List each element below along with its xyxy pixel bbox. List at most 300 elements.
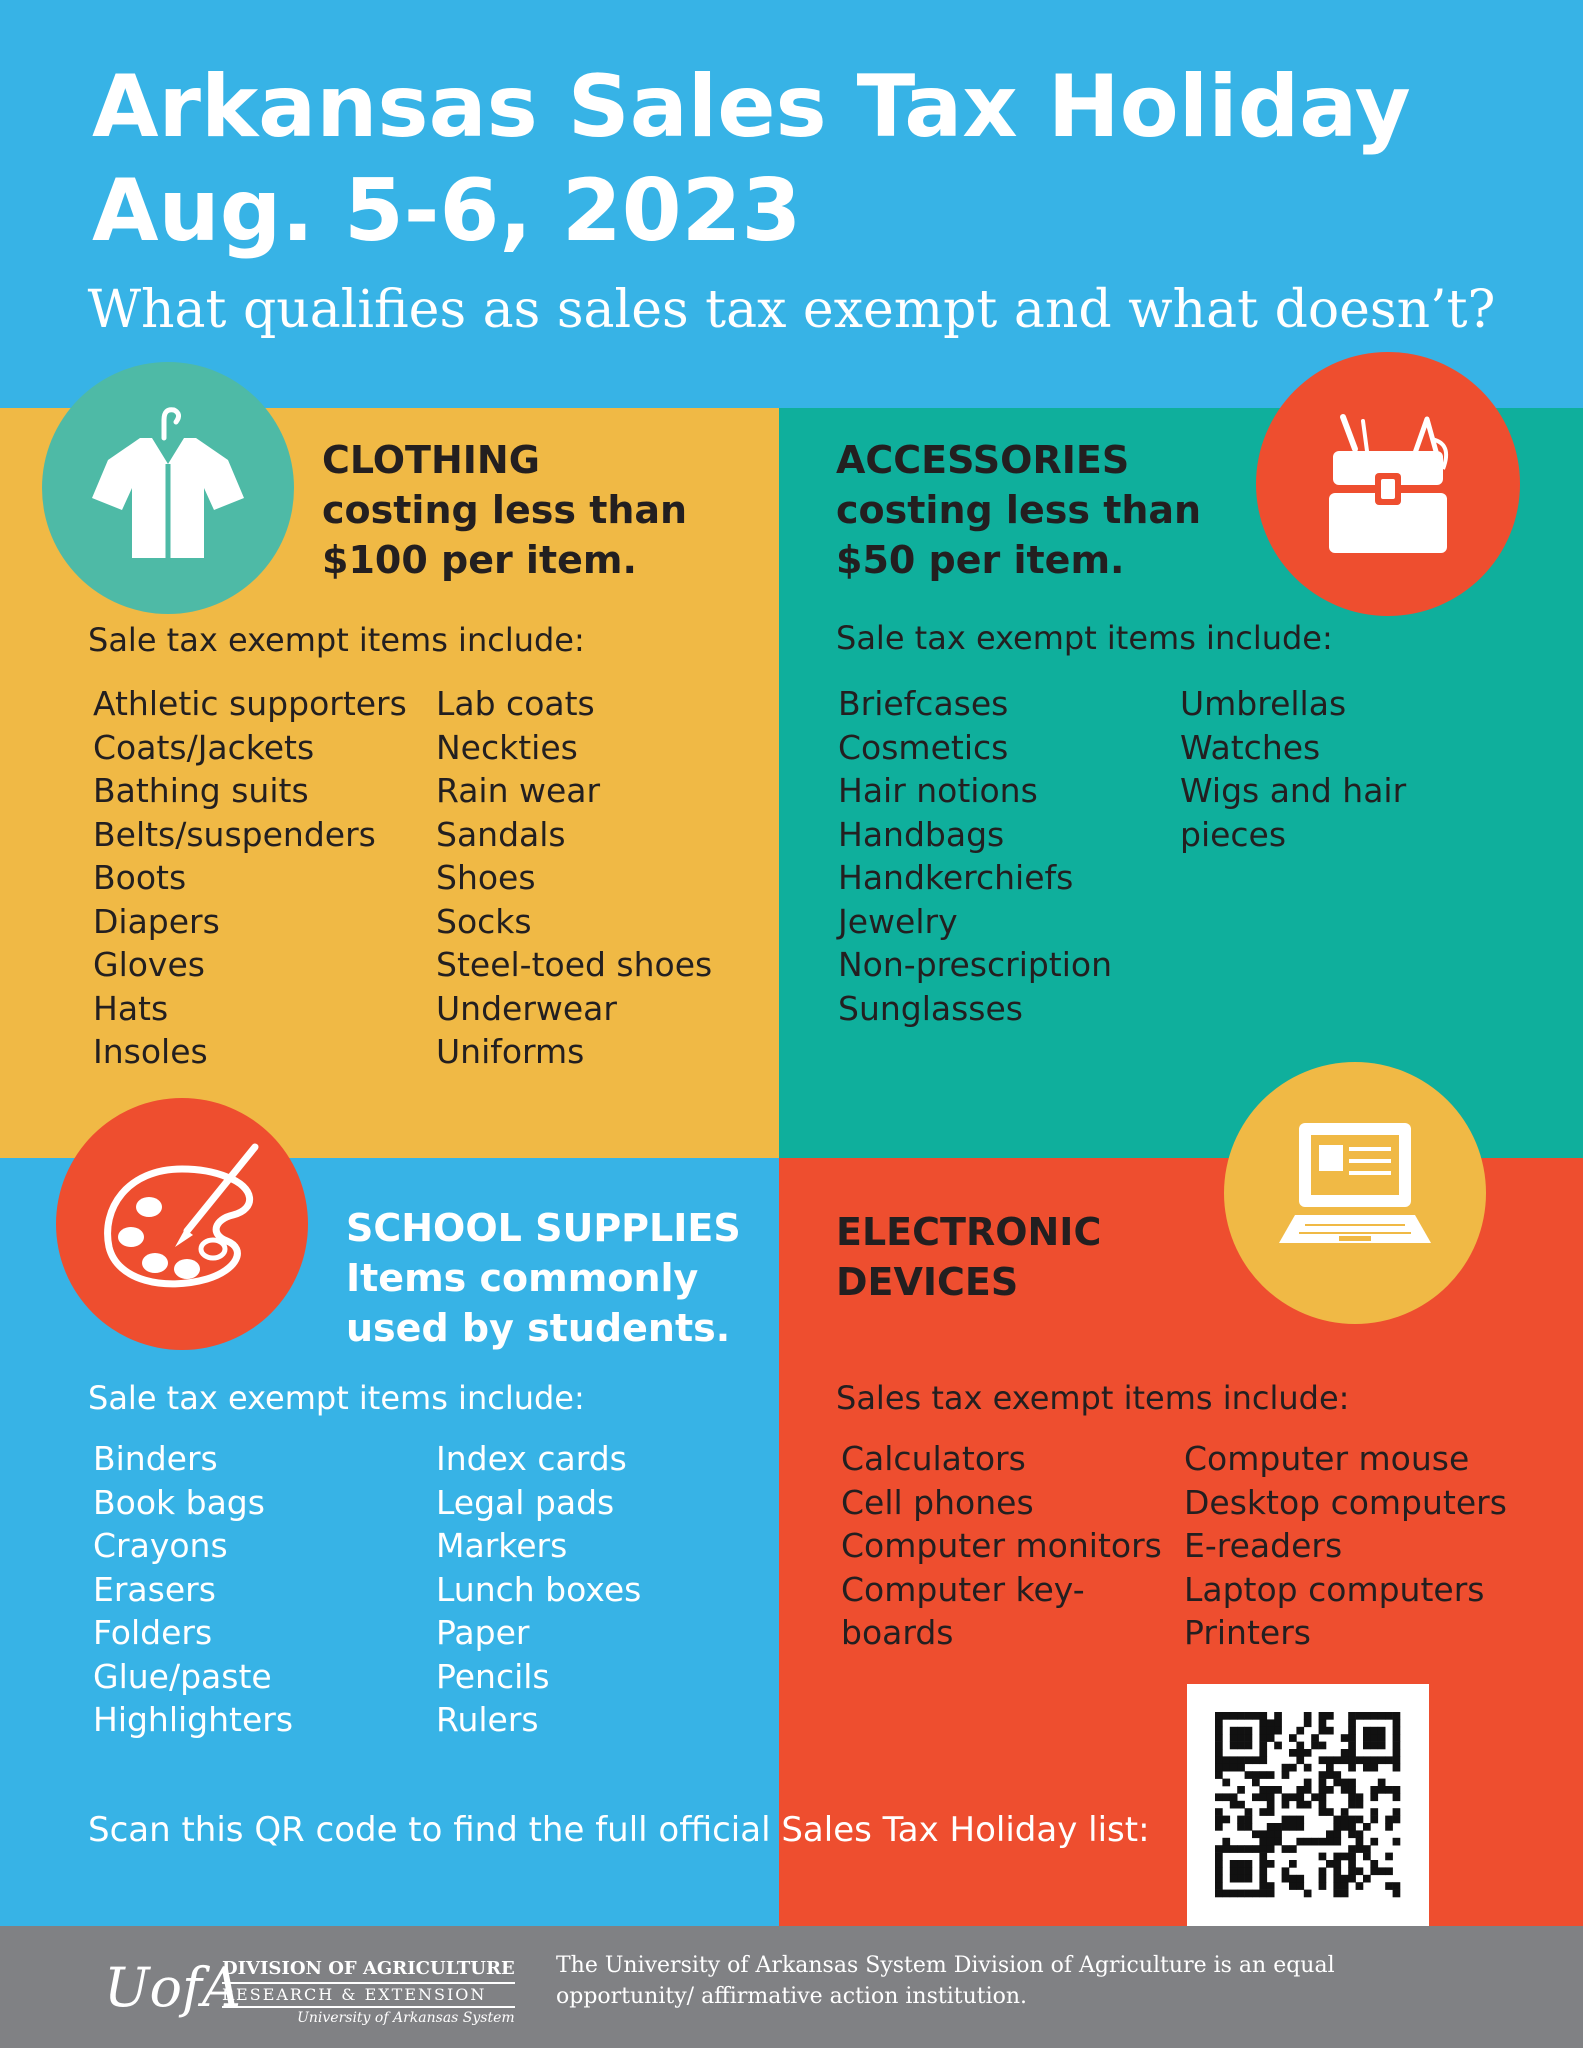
qr-module: [1319, 1793, 1327, 1801]
qr-module: [1348, 1727, 1356, 1735]
qr-module: [1267, 1882, 1275, 1890]
list-item: Index cards: [436, 1439, 627, 1478]
qr-module: [1215, 1756, 1223, 1764]
qr-module: [1252, 1890, 1260, 1898]
qr-module: [1259, 1867, 1267, 1875]
qr-code-icon[interactable]: [1187, 1684, 1429, 1926]
qr-module: [1326, 1838, 1334, 1846]
qr-module: [1341, 1756, 1349, 1764]
qr-module: [1319, 1867, 1327, 1875]
qr-module: [1289, 1734, 1297, 1742]
qr-module: [1230, 1875, 1238, 1883]
school-heading-line: SCHOOL SUPPLIES: [346, 1206, 741, 1250]
list-item: Pencils: [436, 1656, 550, 1696]
qr-module: [1215, 1816, 1223, 1824]
qr-module: [1289, 1816, 1297, 1824]
qr-module: [1319, 1808, 1327, 1816]
qr-module: [1333, 1771, 1341, 1779]
qr-module: [1363, 1875, 1371, 1883]
qr-module: [1319, 1712, 1327, 1720]
qr-module: [1378, 1779, 1386, 1787]
qr-module: [1259, 1808, 1267, 1816]
qr-module: [1245, 1867, 1253, 1875]
qr-module: [1274, 1786, 1282, 1794]
list-item: Underwear: [436, 988, 617, 1028]
qr-module: [1393, 1734, 1401, 1742]
qr-module: [1348, 1749, 1356, 1757]
qr-module: [1378, 1867, 1386, 1875]
qr-module: [1304, 1801, 1312, 1809]
qr-module: [1333, 1875, 1341, 1883]
list-item: Diapers: [93, 901, 220, 941]
title-line-1: Arkansas Sales Tax Holiday: [92, 57, 1411, 157]
list-item: Boots: [93, 858, 187, 897]
qr-module: [1230, 1801, 1238, 1809]
qr-module: [1363, 1727, 1371, 1735]
list-item: Cell phones: [841, 1482, 1034, 1522]
accessories-heading-line: $50 per item.: [836, 538, 1125, 582]
qr-module: [1341, 1816, 1349, 1824]
list-item: boards: [841, 1613, 954, 1652]
qr-module: [1267, 1890, 1275, 1898]
qr-module: [1356, 1756, 1364, 1764]
qr-module: [1267, 1771, 1275, 1779]
qr-module: [1370, 1860, 1378, 1868]
qr-module: [1289, 1882, 1297, 1890]
qr-module: [1259, 1890, 1267, 1898]
qr-module: [1230, 1890, 1238, 1898]
qr-module: [1393, 1890, 1401, 1898]
qr-module: [1215, 1749, 1223, 1757]
qr-module: [1222, 1816, 1230, 1824]
qr-module: [1393, 1786, 1401, 1794]
qr-module: [1363, 1756, 1371, 1764]
qr-module: [1237, 1742, 1245, 1750]
list-item: Neckties: [436, 727, 578, 767]
qr-module: [1237, 1860, 1245, 1868]
electronics-heading-line: DEVICES: [836, 1260, 1019, 1304]
qr-module: [1245, 1756, 1253, 1764]
qr-module: [1304, 1719, 1312, 1727]
list-item: Markers: [436, 1526, 568, 1565]
qr-module: [1237, 1712, 1245, 1720]
qr-module: [1245, 1845, 1253, 1853]
qr-module: [1267, 1793, 1275, 1801]
qr-module: [1245, 1816, 1253, 1824]
laptop-icon: [1224, 1062, 1486, 1324]
qr-module: [1282, 1764, 1290, 1772]
qr-module: [1259, 1882, 1267, 1890]
qr-module: [1311, 1793, 1319, 1801]
qr-module: [1356, 1867, 1364, 1875]
qr-module: [1215, 1719, 1223, 1727]
qr-module: [1296, 1727, 1304, 1735]
qr-module: [1259, 1756, 1267, 1764]
qr-module: [1385, 1882, 1393, 1890]
qr-module: [1222, 1793, 1230, 1801]
qr-module: [1326, 1771, 1334, 1779]
qr-module: [1252, 1845, 1260, 1853]
list-item: Briefcases: [838, 684, 1009, 723]
clothing-intro: Sale tax exempt items include:: [88, 621, 585, 659]
qr-module: [1259, 1771, 1267, 1779]
qr-module: [1230, 1860, 1238, 1868]
qr-module: [1333, 1756, 1341, 1764]
list-item: Computer key-: [841, 1569, 1085, 1609]
qr-module: [1393, 1838, 1401, 1846]
qr-module: [1215, 1882, 1223, 1890]
qr-module: [1296, 1793, 1304, 1801]
qr-module: [1267, 1808, 1275, 1816]
qr-module: [1326, 1860, 1334, 1868]
list-item: E-readers: [1184, 1526, 1343, 1565]
qr-module: [1348, 1853, 1356, 1861]
list-item: pieces: [1180, 814, 1287, 854]
list-item: Book bags: [93, 1482, 265, 1522]
qr-module: [1274, 1823, 1282, 1831]
qr-module: [1348, 1801, 1356, 1809]
qr-module: [1230, 1712, 1238, 1720]
qr-module: [1385, 1816, 1393, 1824]
qr-module: [1215, 1823, 1223, 1831]
qr-module: [1370, 1786, 1378, 1794]
equal-opportunity-statement: The University of Arkansas System Division of Agriculture is an equal opportunity/ affirmative action institution.: [556, 1953, 1335, 2009]
qr-module: [1319, 1838, 1327, 1846]
list-item: Uniforms: [436, 1032, 585, 1071]
qr-module: [1252, 1756, 1260, 1764]
qr-module: [1341, 1808, 1349, 1816]
qr-module: [1341, 1853, 1349, 1861]
school-supplies-heading: [346, 1203, 741, 1353]
qr-module: [1348, 1779, 1356, 1787]
qr-module: [1245, 1860, 1253, 1868]
list-item: Glue/paste: [93, 1656, 272, 1696]
qr-module: [1333, 1867, 1341, 1875]
qr-module: [1274, 1742, 1282, 1750]
qr-module: [1237, 1875, 1245, 1883]
qr-module: [1215, 1771, 1223, 1779]
qr-module: [1245, 1712, 1253, 1720]
accessories-heading-line: ACCESSORIES: [836, 438, 1130, 482]
qr-module: [1222, 1890, 1230, 1898]
qr-module: [1348, 1734, 1356, 1742]
qr-module: [1311, 1838, 1319, 1846]
school-heading-line: used by students.: [346, 1306, 731, 1350]
qr-module: [1259, 1712, 1267, 1720]
qr-module: [1289, 1793, 1297, 1801]
qr-module: [1289, 1860, 1297, 1868]
qr-module: [1326, 1830, 1334, 1838]
qr-module: [1326, 1764, 1334, 1772]
qr-module: [1319, 1756, 1327, 1764]
qr-module: [1393, 1764, 1401, 1772]
qr-module: [1267, 1830, 1275, 1838]
qr-module: [1282, 1845, 1290, 1853]
qr-module: [1267, 1719, 1275, 1727]
qr-module: [1267, 1860, 1275, 1868]
list-item: Hair notions: [838, 771, 1038, 810]
qr-module: [1245, 1808, 1253, 1816]
qr-module: [1319, 1882, 1327, 1890]
list-item: Folders: [93, 1613, 213, 1652]
qr-module: [1356, 1838, 1364, 1846]
qr-module: [1289, 1875, 1297, 1883]
qr-module: [1274, 1712, 1282, 1720]
qr-module: [1230, 1764, 1238, 1772]
list-item: Legal pads: [436, 1482, 615, 1522]
qr-module: [1296, 1742, 1304, 1750]
list-item: Shoes: [436, 858, 536, 897]
qr-module: [1245, 1771, 1253, 1779]
qr-module: [1348, 1756, 1356, 1764]
qr-module: [1378, 1712, 1386, 1720]
list-item: Non-prescription: [838, 945, 1113, 984]
qr-module: [1341, 1875, 1349, 1883]
qr-module: [1282, 1816, 1290, 1824]
qr-module: [1393, 1756, 1401, 1764]
qr-module: [1267, 1734, 1275, 1742]
qr-module: [1356, 1712, 1364, 1720]
list-item: Athletic supporters: [93, 684, 407, 723]
list-item: Umbrellas: [1180, 684, 1347, 723]
list-item: Handbags: [838, 814, 1005, 854]
qr-module: [1296, 1756, 1304, 1764]
qr-module: [1385, 1867, 1393, 1875]
qr-module: [1333, 1830, 1341, 1838]
qr-module: [1267, 1801, 1275, 1809]
qr-module: [1245, 1823, 1253, 1831]
qr-module: [1370, 1734, 1378, 1742]
list-item: Jewelry: [838, 901, 958, 941]
qr-module: [1259, 1793, 1267, 1801]
qr-module: [1348, 1816, 1356, 1824]
qr-module: [1259, 1742, 1267, 1750]
qr-module: [1319, 1853, 1327, 1861]
qr-module: [1326, 1808, 1334, 1816]
qr-module: [1370, 1727, 1378, 1735]
list-item: Watches: [1180, 727, 1321, 767]
qr-module: [1393, 1727, 1401, 1735]
list-item: Desktop computers: [1184, 1482, 1507, 1522]
qr-module: [1319, 1719, 1327, 1727]
qr-module: [1348, 1786, 1356, 1794]
qr-module: [1393, 1749, 1401, 1757]
qr-module: [1341, 1786, 1349, 1794]
qr-module: [1296, 1749, 1304, 1757]
qr-module: [1259, 1749, 1267, 1757]
qr-module: [1289, 1749, 1297, 1757]
shirt-icon: [42, 362, 294, 614]
briefcase-icon: [1256, 352, 1520, 616]
qr-module: [1245, 1742, 1253, 1750]
qr-module: [1393, 1793, 1401, 1801]
qr-module: [1289, 1764, 1297, 1772]
qr-module: [1333, 1882, 1341, 1890]
qr-module: [1252, 1793, 1260, 1801]
qr-module: [1326, 1756, 1334, 1764]
list-item: Paper: [436, 1613, 530, 1652]
list-item: Lunch boxes: [436, 1569, 642, 1609]
qr-module: [1385, 1756, 1393, 1764]
clothing-heading-line: CLOTHING: [322, 438, 540, 482]
qr-module: [1363, 1764, 1371, 1772]
qr-module: [1333, 1816, 1341, 1824]
qr-module: [1319, 1727, 1327, 1735]
qr-module: [1304, 1838, 1312, 1846]
qr-module: [1230, 1742, 1238, 1750]
qr-module: [1245, 1875, 1253, 1883]
qr-module: [1259, 1845, 1267, 1853]
qr-module: [1304, 1779, 1312, 1787]
qr-module: [1333, 1890, 1341, 1898]
qr-module: [1319, 1801, 1327, 1809]
qr-instruction: Scan this QR code to find the full official Sales Tax Holiday list:: [88, 1810, 1150, 1850]
qr-module: [1333, 1779, 1341, 1787]
qr-module: [1267, 1727, 1275, 1735]
qr-module: [1378, 1786, 1386, 1794]
qr-module: [1348, 1742, 1356, 1750]
qr-module: [1385, 1853, 1393, 1861]
qr-module: [1356, 1801, 1364, 1809]
qr-module: [1333, 1853, 1341, 1861]
qr-module: [1259, 1853, 1267, 1861]
qr-module: [1304, 1786, 1312, 1794]
qr-module: [1237, 1890, 1245, 1898]
qr-module: [1356, 1830, 1364, 1838]
list-item: Handkerchiefs: [838, 858, 1074, 897]
list-item: Computer monitors: [841, 1526, 1162, 1565]
qr-module: [1370, 1793, 1378, 1801]
qr-module: [1341, 1779, 1349, 1787]
qr-module: [1393, 1742, 1401, 1750]
accessories-list-col2: [1180, 682, 1406, 856]
page-subtitle: What qualifies as sales tax exempt and what doesn’t?: [87, 280, 1496, 340]
qr-module: [1348, 1764, 1356, 1772]
qr-module: [1333, 1838, 1341, 1846]
list-item: Belts/suspenders: [93, 814, 376, 854]
qr-module: [1311, 1742, 1319, 1750]
qr-module: [1296, 1816, 1304, 1824]
list-item: Sunglasses: [838, 988, 1023, 1028]
qr-module: [1356, 1882, 1364, 1890]
list-item: Steel-toed shoes: [436, 945, 713, 984]
qr-module: [1274, 1830, 1282, 1838]
qr-module: [1348, 1830, 1356, 1838]
list-item: Computer mouse: [1184, 1439, 1470, 1478]
qr-module: [1215, 1867, 1223, 1875]
qr-module: [1296, 1838, 1304, 1846]
qr-module: [1348, 1867, 1356, 1875]
qr-module: [1282, 1771, 1290, 1779]
qr-module: [1304, 1749, 1312, 1757]
qr-module: [1341, 1749, 1349, 1757]
qr-module: [1222, 1712, 1230, 1720]
qr-module: [1378, 1742, 1386, 1750]
qr-module: [1326, 1727, 1334, 1735]
qr-module: [1230, 1727, 1238, 1735]
qr-module: [1252, 1830, 1260, 1838]
qr-module: [1237, 1727, 1245, 1735]
qr-module: [1259, 1786, 1267, 1794]
qr-module: [1304, 1890, 1312, 1898]
qr-module: [1378, 1727, 1386, 1735]
qr-module: [1319, 1742, 1327, 1750]
qr-module: [1282, 1823, 1290, 1831]
list-item: Cosmetics: [838, 727, 1009, 767]
qr-module: [1230, 1793, 1238, 1801]
accessories-intro: Sale tax exempt items include:: [836, 619, 1333, 657]
qr-module: [1267, 1838, 1275, 1846]
accessories-heading: [836, 435, 1201, 585]
school-heading-line: Items commonly: [346, 1256, 699, 1300]
qr-module: [1385, 1786, 1393, 1794]
qr-module: [1215, 1845, 1223, 1853]
list-item: Printers: [1184, 1613, 1311, 1652]
list-item: Coats/Jackets: [93, 727, 315, 767]
qr-module: [1363, 1823, 1371, 1831]
qr-module: [1215, 1808, 1223, 1816]
qr-module: [1326, 1712, 1334, 1720]
qr-module: [1319, 1786, 1327, 1794]
qr-module: [1215, 1712, 1223, 1720]
division-logo-text: [222, 1958, 515, 2028]
qr-module: [1222, 1756, 1230, 1764]
qr-module: [1237, 1801, 1245, 1809]
qr-module: [1296, 1823, 1304, 1831]
qr-module: [1378, 1756, 1386, 1764]
electronics-list-col2: [1184, 1437, 1507, 1655]
qr-module: [1370, 1808, 1378, 1816]
qr-module: [1363, 1853, 1371, 1861]
electronics-intro: Sales tax exempt items include:: [836, 1379, 1350, 1417]
qr-module: [1237, 1867, 1245, 1875]
qr-module: [1356, 1845, 1364, 1853]
qr-module: [1341, 1890, 1349, 1898]
qr-module: [1237, 1764, 1245, 1772]
qr-module: [1267, 1845, 1275, 1853]
qr-module: [1385, 1712, 1393, 1720]
qr-module: [1370, 1867, 1378, 1875]
list-item: Socks: [436, 901, 532, 941]
list-item: Bathing suits: [93, 771, 309, 810]
qr-module: [1237, 1823, 1245, 1831]
qr-module: [1230, 1845, 1238, 1853]
school-list-col2: [436, 1437, 641, 1742]
qr-module: [1319, 1771, 1327, 1779]
qr-module: [1282, 1801, 1290, 1809]
school-list-col1: [93, 1437, 293, 1742]
list-item: Rain wear: [436, 771, 601, 810]
clothing-list-col1: [93, 682, 407, 1074]
qr-module: [1222, 1845, 1230, 1853]
qr-module: [1370, 1838, 1378, 1846]
qr-module: [1289, 1823, 1297, 1831]
qr-module: [1259, 1727, 1267, 1735]
qr-module: [1370, 1756, 1378, 1764]
list-item: Laptop computers: [1184, 1569, 1485, 1609]
qr-module: [1259, 1830, 1267, 1838]
qr-module: [1393, 1808, 1401, 1816]
qr-module: [1319, 1875, 1327, 1883]
qr-module: [1237, 1734, 1245, 1742]
list-item: Lab coats: [436, 684, 595, 723]
qr-module: [1245, 1890, 1253, 1898]
qr-module: [1259, 1860, 1267, 1868]
logo-line-research: RESEARCH & EXTENSION: [222, 1984, 515, 2008]
qr-module: [1282, 1793, 1290, 1801]
qr-module: [1289, 1845, 1297, 1853]
qr-module: [1230, 1734, 1238, 1742]
